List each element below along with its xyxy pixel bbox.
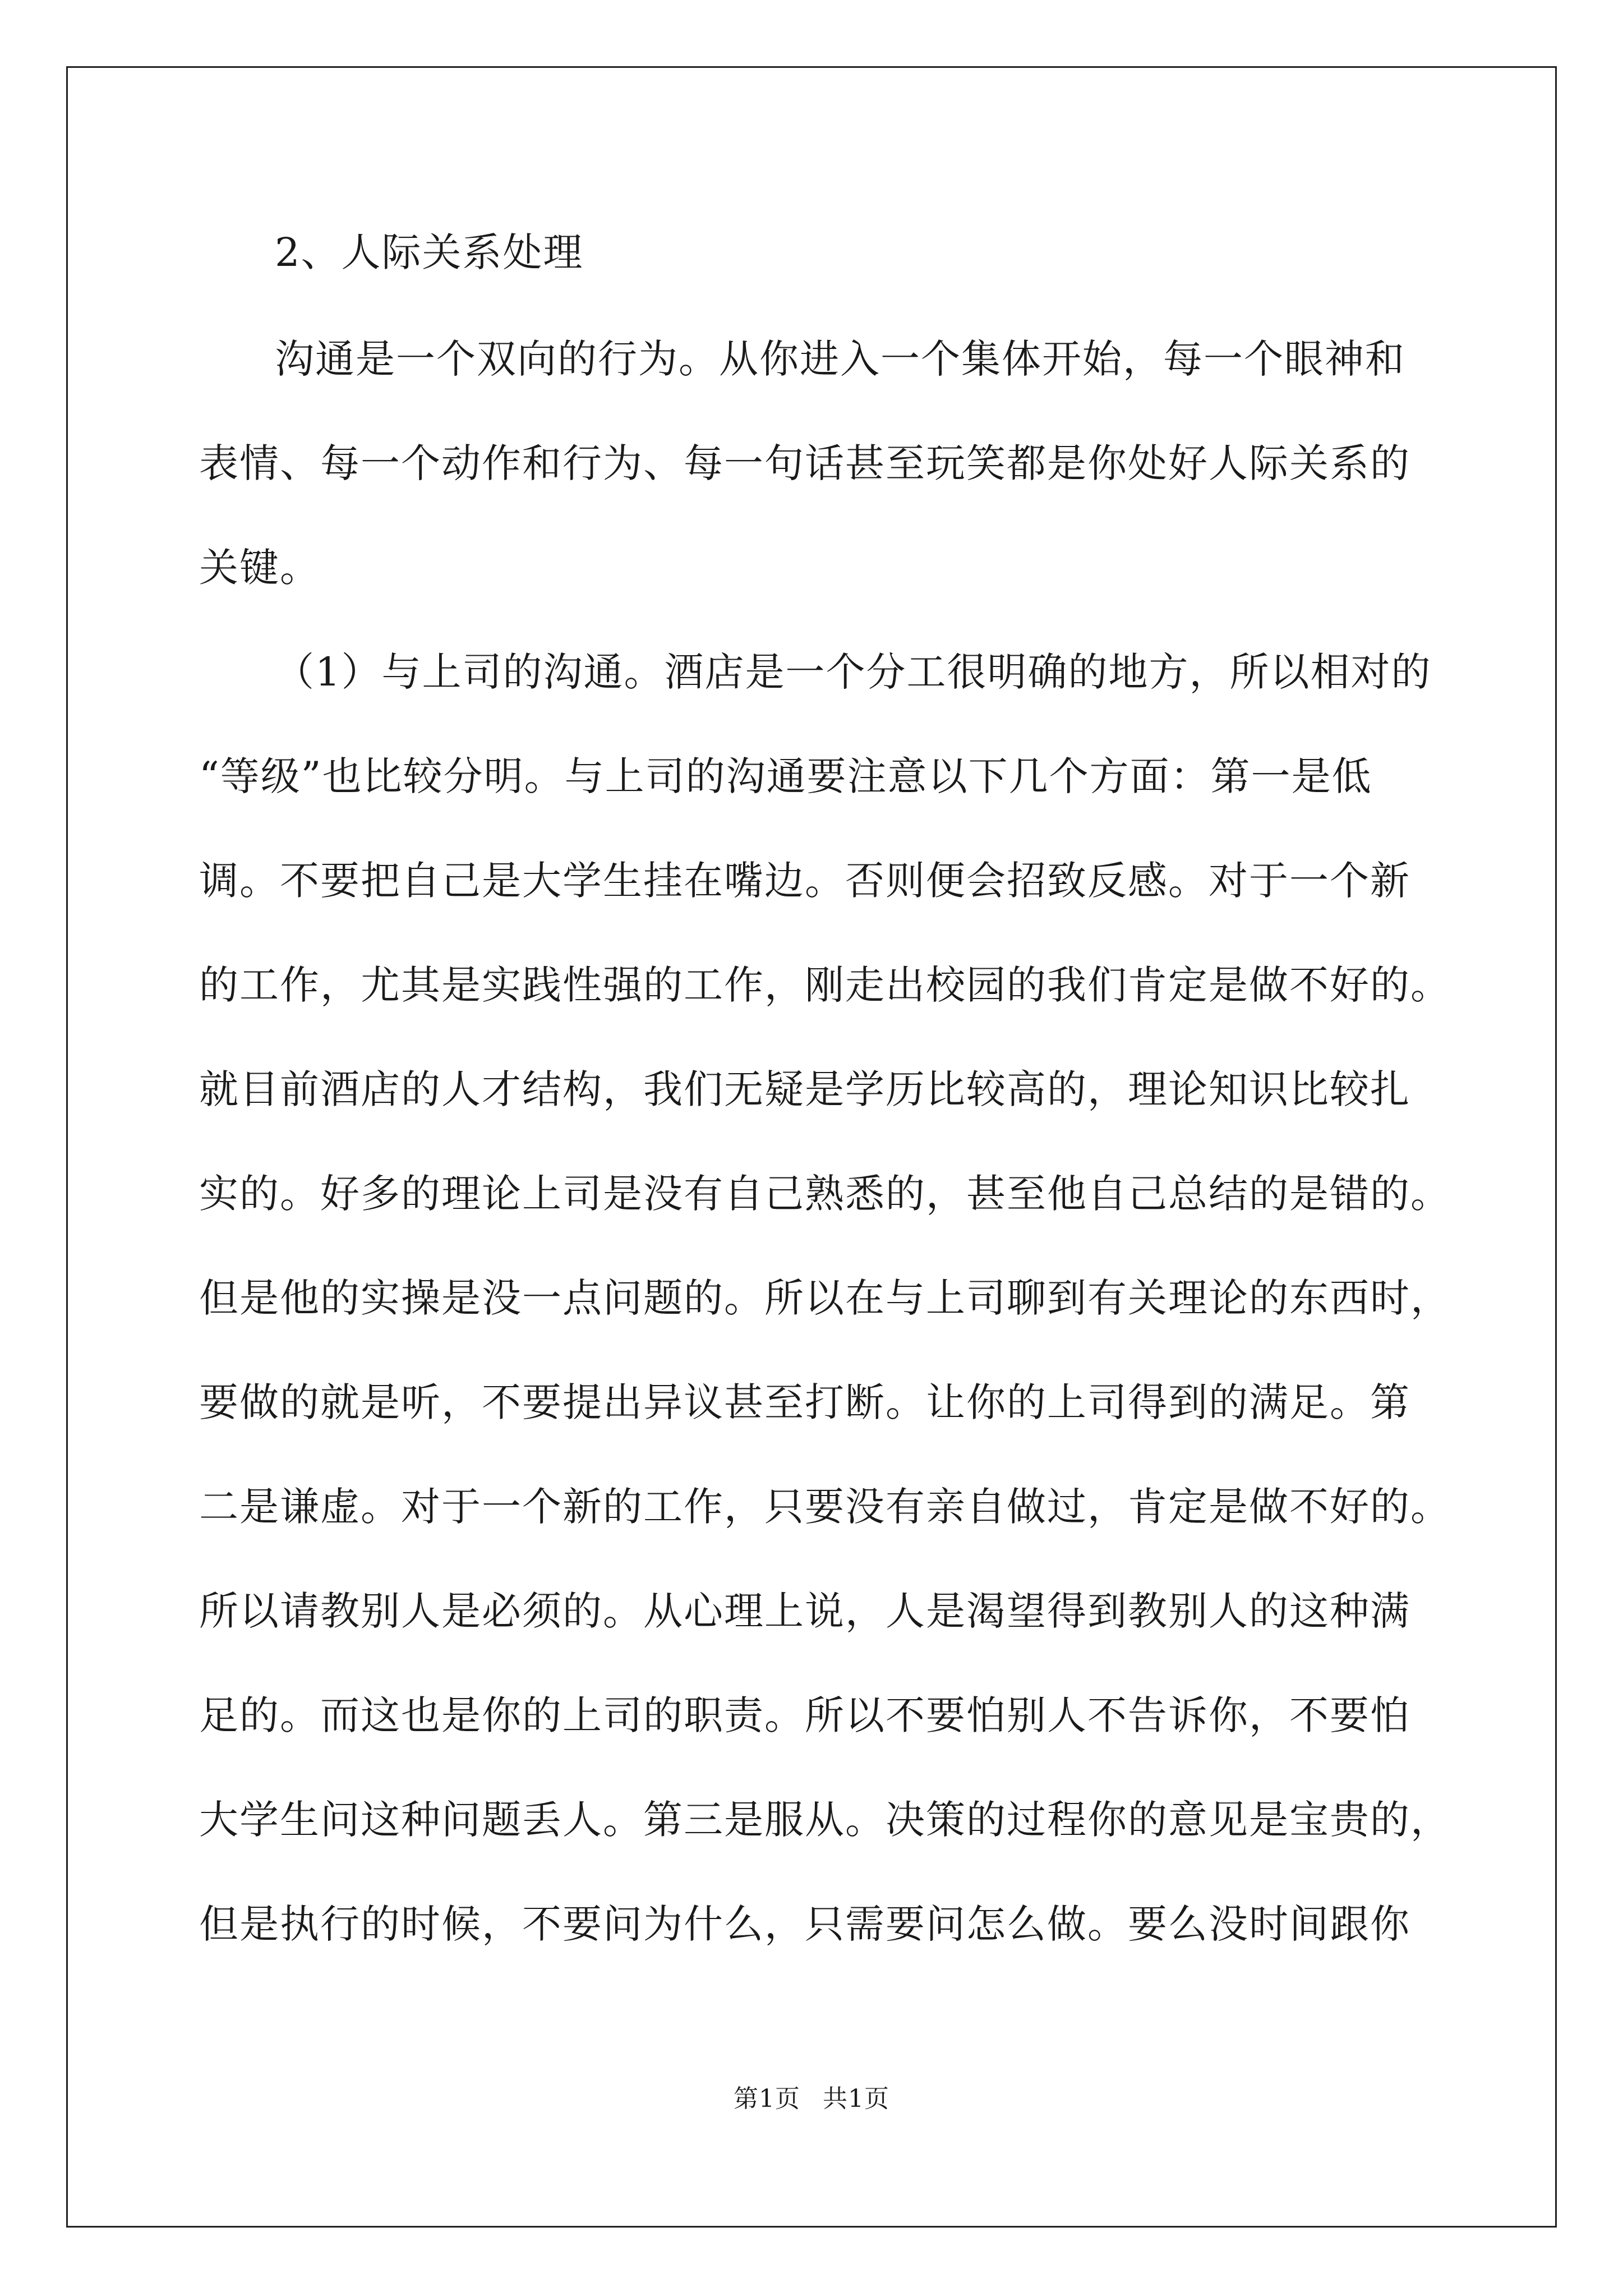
paragraph-line: 足的。而这也是你的上司的职责。所以不要怕别人不告诉你，不要怕 xyxy=(199,1692,1410,1738)
page-footer xyxy=(0,2082,1623,2116)
page-number-total: 共1页 xyxy=(823,2085,889,2113)
paragraph-line: 所以请教别人是必须的。从心理上说，人是渴望得到教别人的这种满 xyxy=(199,1588,1410,1634)
paragraph-line: 沟通是一个双向的行为。从你进入一个集体开始，每一个眼神和 xyxy=(275,336,1405,382)
page-number-current: 第1页 xyxy=(734,2085,800,2113)
paragraph-line: 调。不要把自己是大学生挂在嘴边。否则便会招致反感。对于一个新 xyxy=(199,858,1410,904)
paragraph-line: 关键。 xyxy=(199,545,320,591)
paragraph-line: 实的。好多的理论上司是没有自己熟悉的，甚至他自己总结的是错的。 xyxy=(199,1171,1451,1217)
paragraph-line: 表情、每一个动作和行为、每一句话甚至玩笑都是你处好人际关系的 xyxy=(199,440,1410,486)
paragraph-line: （1）与上司的沟通。酒店是一个分工很明确的地方，所以相对的 xyxy=(275,649,1432,695)
section-heading: 2、人际关系处理 xyxy=(275,229,584,275)
paragraph-line: 大学生问这种问题丢人。第三是服从。决策的过程你的意见是宝贵的， xyxy=(199,1797,1451,1843)
paragraph-line: 二是谦虚。对于一个新的工作，只要没有亲自做过，肯定是做不好的。 xyxy=(199,1484,1451,1530)
paragraph-line: “等级”也比较分明。与上司的沟通要注意以下几个方面：第一是低 xyxy=(199,753,1372,799)
paragraph-line: 的工作，尤其是实践性强的工作，刚走出校园的我们肯定是做不好的。 xyxy=(199,962,1451,1008)
paragraph-line: 但是执行的时候，不要问为什么，只需要问怎么做。要么没时间跟你 xyxy=(199,1901,1410,1947)
paragraph-line: 要做的就是听，不要提出异议甚至打断。让你的上司得到的满足。第 xyxy=(199,1379,1410,1425)
paragraph-line: 就目前酒店的人才结构，我们无疑是学历比较高的，理论知识比较扎 xyxy=(199,1066,1410,1112)
paragraph-line: 但是他的实操是没一点问题的。所以在与上司聊到有关理论的东西时， xyxy=(199,1275,1451,1321)
